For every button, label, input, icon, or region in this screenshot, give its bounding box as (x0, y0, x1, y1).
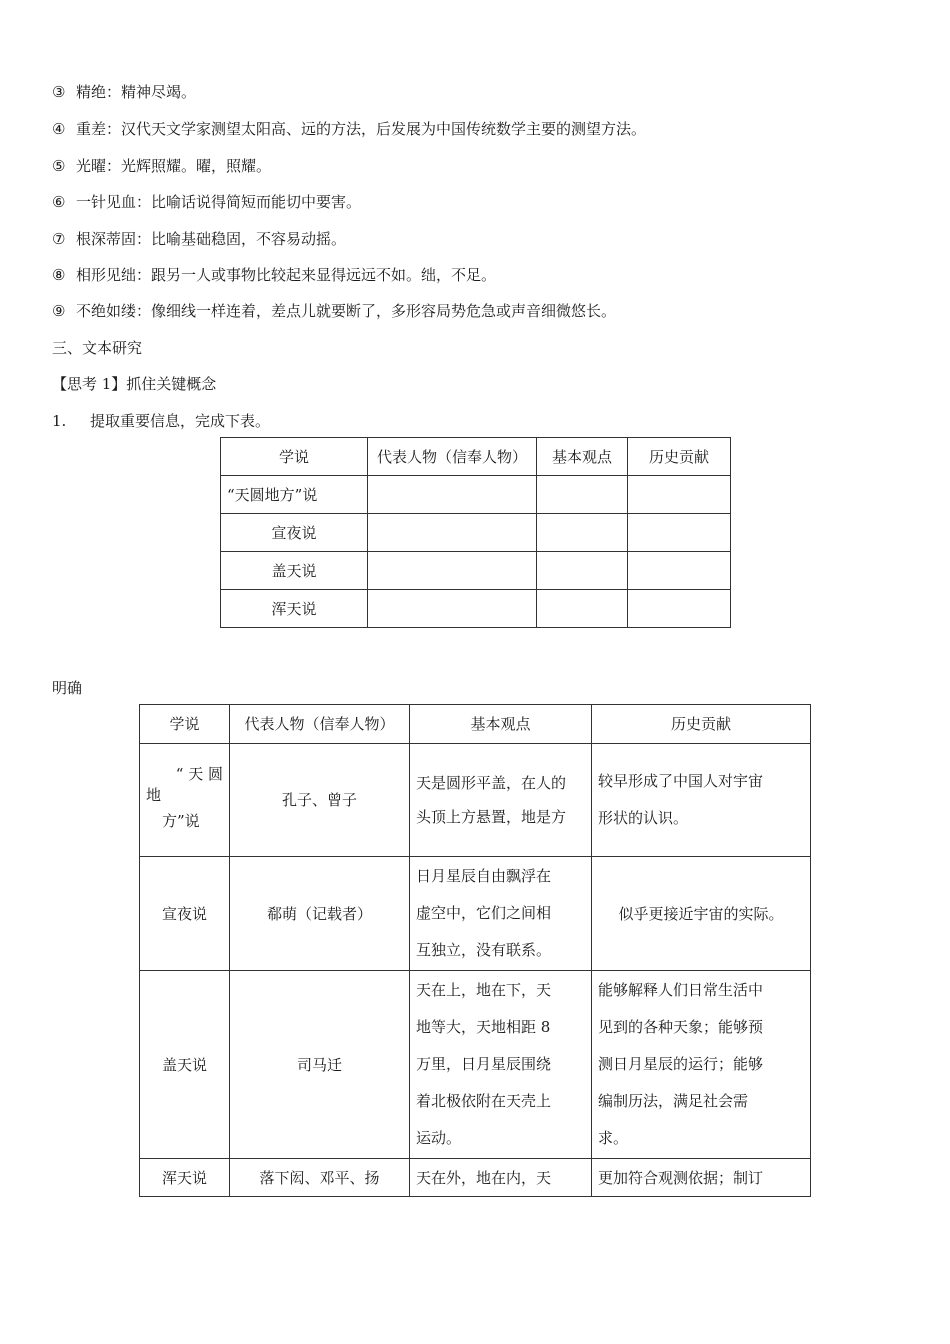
blank-cell[interactable] (537, 552, 628, 590)
row-theory: 宣夜说 (140, 857, 230, 971)
blank-cell[interactable] (368, 552, 537, 590)
blank-cell[interactable] (628, 590, 731, 628)
header-view: 基本观点 (410, 705, 592, 744)
table-row (140, 971, 811, 1159)
row-contribution: 能够解释人们日常生活中 见到的各种天象；能够预 测日月星辰的运行；能够 编制历法，满足社会需 求。 (592, 971, 811, 1159)
table-row (221, 590, 731, 628)
row-theory: 盖天说 (221, 552, 368, 590)
table-header-row (140, 705, 811, 744)
row-contribution: 较早形成了中国人对宇宙 形状的认识。 (592, 744, 811, 857)
table-row (140, 744, 811, 857)
term-item: ④ 重差：汉代天文学家测望太阳高、远的方法，后发展为中国传统数学主要的测望方法。 (52, 120, 647, 138)
row-person: 司马迁 (230, 971, 410, 1159)
row-theory: 盖天说 (140, 971, 230, 1159)
worksheet-table (220, 437, 731, 628)
header-person: 代表人物（信奉人物） (230, 705, 410, 744)
blank-cell[interactable] (628, 476, 731, 514)
task-line: 1. 提取重要信息，完成下表。 (52, 412, 271, 430)
header-contribution: 历史贡献 (592, 705, 811, 744)
term-item: ③ 精绝：精神尽竭。 (52, 83, 197, 101)
table-row (221, 514, 731, 552)
blank-cell[interactable] (628, 514, 731, 552)
think-title: 【思考 1】抓住关键概念 (52, 375, 217, 393)
row-view: 天在上，地在下，天 地等大，天地相距 8 万里，日月星辰围绕 着北极依附在天壳上 运动。 (410, 971, 592, 1159)
section-title: 三、文本研究 (52, 339, 143, 357)
table-row (140, 1159, 811, 1197)
blank-cell[interactable] (537, 476, 628, 514)
answer-table (139, 704, 811, 1197)
header-theory: 学说 (221, 438, 368, 476)
header-person: 代表人物（信奉人物） (368, 438, 537, 476)
row-contribution: 更加符合观测依据；制订 (592, 1159, 811, 1197)
blank-cell[interactable] (628, 552, 731, 590)
header-view: 基本观点 (537, 438, 628, 476)
term-item: ⑨ 不绝如缕：像细线一样连着，差点儿就要断了，多形容局势危急或声音细微悠长。 (52, 302, 617, 320)
table-row (221, 476, 731, 514)
header-theory: 学说 (140, 705, 230, 744)
blank-cell[interactable] (368, 476, 537, 514)
row-contribution: 似乎更接近宇宙的实际。 (592, 857, 811, 971)
term-item: ⑦ 根深蒂固：比喻基础稳固，不容易动摇。 (52, 230, 347, 248)
term-item: ⑥ 一针见血：比喻话说得简短而能切中要害。 (52, 193, 362, 211)
row-view: 天是圆形平盖，在人的 头顶上方悬置，地是方 (410, 744, 592, 857)
answer-label: 明确 (52, 679, 83, 697)
row-view: 天在外，地在内，天 (410, 1159, 592, 1197)
row-view: 日月星辰自由飘浮在 虚空中，它们之间相 互独立，没有联系。 (410, 857, 592, 971)
blank-cell[interactable] (368, 514, 537, 552)
row-theory: “ 天 圆 地 方”说 (140, 744, 230, 857)
term-item: ⑧ 相形见绌：跟另一人或事物比较起来显得远远不如。绌，不足。 (52, 266, 497, 284)
row-person: 孔子、曾子 (230, 744, 410, 857)
blank-cell[interactable] (368, 590, 537, 628)
table-row (221, 552, 731, 590)
header-contribution: 历史贡献 (628, 438, 731, 476)
row-person: 郗萌（记载者） (230, 857, 410, 971)
blank-cell[interactable] (537, 590, 628, 628)
table-header-row (221, 438, 731, 476)
row-person: 落下闳、邓平、扬 (230, 1159, 410, 1197)
blank-cell[interactable] (537, 514, 628, 552)
row-theory: “天圆地方”说 (221, 476, 368, 514)
term-item: ⑤ 光曜：光辉照耀。曜，照耀。 (52, 157, 272, 175)
row-theory: 浑天说 (221, 590, 368, 628)
row-theory: 宣夜说 (221, 514, 368, 552)
row-theory: 浑天说 (140, 1159, 230, 1197)
table-row (140, 857, 811, 971)
